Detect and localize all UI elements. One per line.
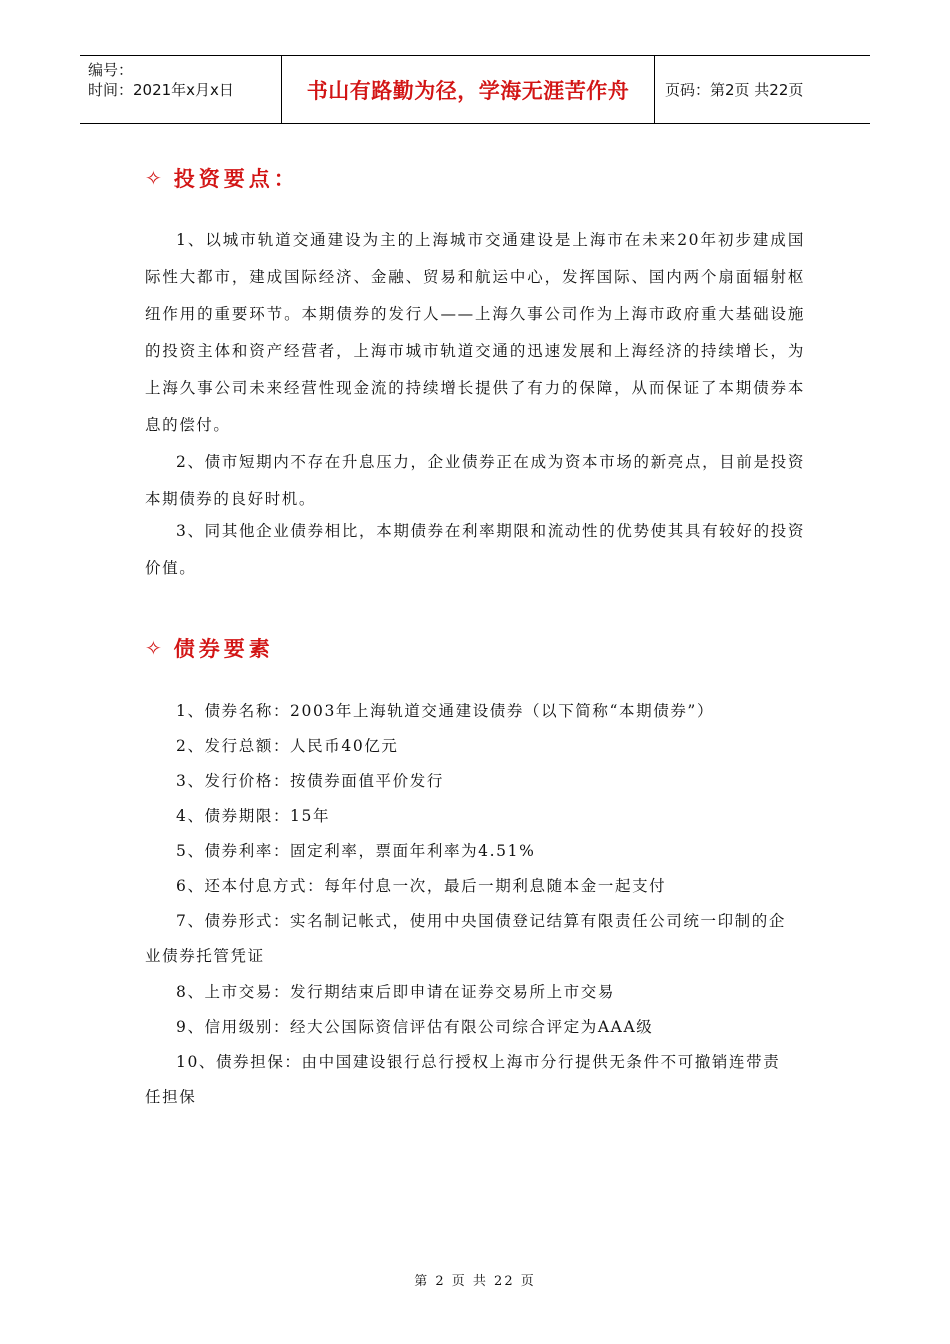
bond-item-10: 10、债券担保：由中国建设银行总行授权上海市分行提供无条件不可撤销连带责 (176, 1053, 781, 1071)
bond-item-8: 8、上市交易：发行期结束后即申请在证券交易所上市交易 (176, 983, 615, 1001)
four-pointed-star-icon: ✧ (145, 636, 162, 660)
investment-paragraph-1: 1、以城市轨道交通建设为主的上海城市交通建设是上海市在未来20年初步建成国际性大都市，建成国际经济、金融、贸易和航运中心，发挥国际、国内两个扇面辐射枢纽作用的重要环节。本期债券的发行人——上海久事公司作为上海市政府重大基础设施的投资主体和资产经营者，上海市城市轨道交通的迅速发展和上海经济的持续增长，为上海久事公司未来经营性现金流的持续增长提供了有力的保障，从而保证了本期债券本息的偿付。 (145, 231, 805, 434)
document-time-label: 时间：2021年x月x日 (88, 81, 234, 99)
bond-item-3: 3、发行价格：按债券面值平价发行 (176, 772, 444, 790)
section-heading-investment (145, 163, 299, 193)
bond-item-2: 2、发行总额：人民币40亿元 (176, 737, 399, 755)
document-number-label: 编号： (88, 61, 134, 79)
bond-item-10-continued: 任担保 (145, 1088, 197, 1106)
header-page-info: 页码：第2页 共22页 (665, 81, 804, 99)
section-heading-bond (145, 633, 274, 663)
four-pointed-star-icon: ✧ (145, 166, 162, 190)
bond-item-1: 1、债券名称：2003年上海轨道交通建设债券（以下简称“本期债券”） (176, 702, 715, 720)
header-meta (80, 56, 282, 123)
bond-item-4: 4、债券期限：15年 (176, 807, 331, 825)
page-footer: 第 2 页 共 22 页 (414, 1274, 536, 1289)
section-title-bond: 债券要素 (173, 636, 274, 661)
bond-item-5: 5、债券利率：固定利率，票面年利率为4.51% (176, 842, 536, 860)
bond-item-9: 9、信用级别：经大公国际资信评估有限公司综合评定为AAA级 (176, 1018, 654, 1036)
bond-item-7-continued: 业债券托管凭证 (145, 947, 265, 965)
bond-item-6: 6、还本付息方式：每年付息一次，最后一期利息随本金一起支付 (176, 877, 667, 895)
bond-item-7: 7、债券形式：实名制记帐式，使用中央国债登记结算有限责任公司统一印制的企 (176, 912, 786, 930)
section-title-investment: 投资要点： (173, 166, 299, 191)
investment-paragraph-3: 3、同其他企业债券相比，本期债券在利率期限和流动性的优势使其具有较好的投资价值。 (145, 522, 805, 577)
investment-paragraph-2: 2、债市短期内不存在升息压力，企业债券正在成为资本市场的新亮点，目前是投资本期债券的良好时机。 (145, 453, 805, 508)
document-header (80, 55, 870, 124)
header-motto: 书山有路勤为径，学海无涯苦作舟 (282, 56, 655, 123)
